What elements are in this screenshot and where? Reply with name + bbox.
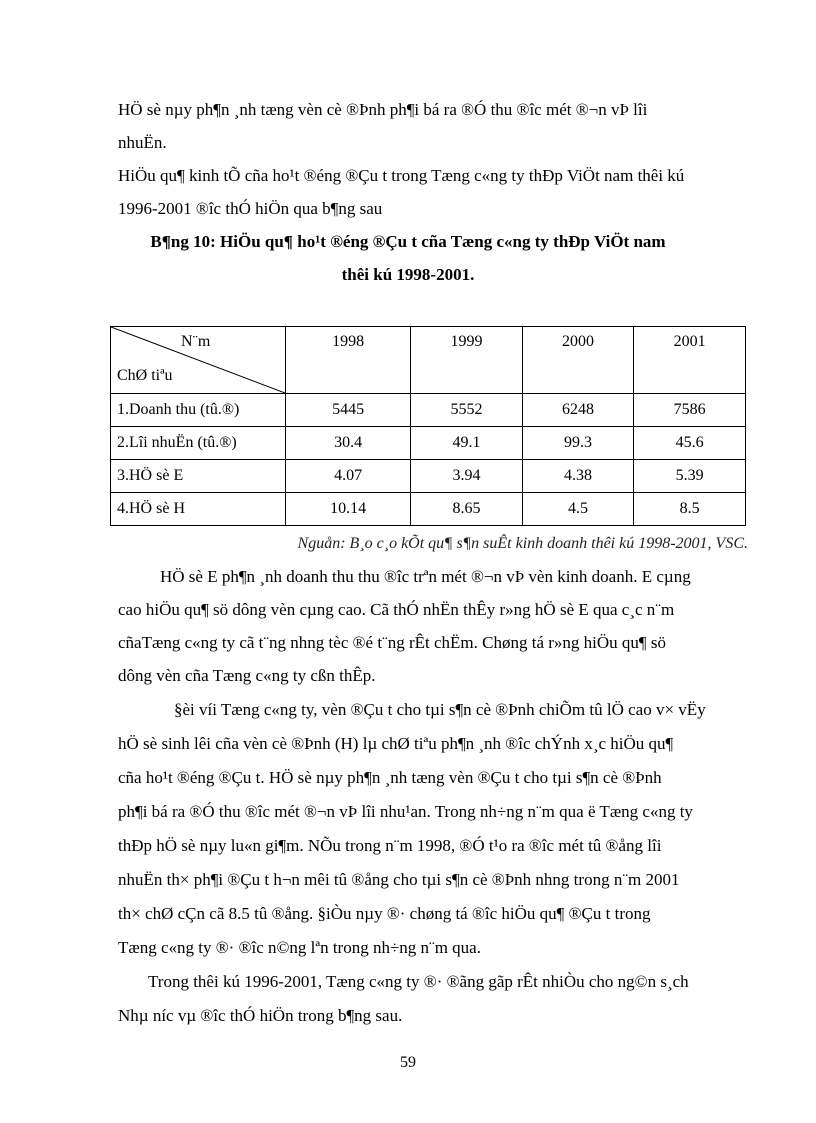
cell-value: 30.4 [286,427,411,460]
table-row [111,394,746,427]
row-label: 1.Doanh thu (tû.®) [111,394,286,427]
table-row [111,493,746,526]
cell-value: 8.65 [411,493,523,526]
cell-value: 8.5 [634,493,746,526]
page-number: 59 [400,1054,416,1071]
cell-value: 6248 [522,394,634,427]
year-1999: 1999 [411,327,523,394]
intro-line-4: 1996-2001 ®îc thÓ hiÖn qua b¶ng sau [118,199,383,218]
body-line-8: ph¶i bá ra ®Ó thu ®îc mét ®¬n vÞ lîi nhu¹an. Trong nh÷ng n¨m qua ë Tæng c«ng ty [118,802,693,821]
year-1998: 1998 [286,327,411,394]
body-line-2: cao hiÖu qu¶ sö dông vèn cµng cao. Cã thÓ nhËn thÊy r»ng hÖ sè E qua c¸c n¨m [118,600,675,619]
cell-value: 10.14 [286,493,411,526]
intro-line-1: HÖ sè nµy ph¶n ¸nh tæng vèn cè ®Þnh ph¶i bá ra ®Ó thu ®îc mét ®¬n vÞ lîi [118,100,648,119]
intro-line-3: HiÖu qu¶ kinh tÕ cña ho¹t ®éng ®Çu t trong Tæng c«ng ty thÐp ViÖt nam thêi kú [118,166,685,185]
table-row [111,427,746,460]
body-line-4: dông vèn cña Tæng c«ng ty cßn thÊp. [118,666,376,685]
body-line-13: Trong thêi kú 1996-2001, Tæng c«ng ty ®· ®ãng gãp rÊt nhiÒu cho ng©n s¸ch [148,972,689,991]
cell-value: 99.3 [522,427,634,460]
row-label: 2.Lîi nhuËn (tû.®) [111,427,286,460]
source-note: Nguån: B¸o c¸o kÕt qu¶ s¶n suÊt kinh doanh thêi kú 1998-2001, VSC. [297,535,748,552]
body-line-6: hÖ sè sinh lêi cña vèn cè ®Þnh (H) lµ chØ tiªu ph¶n ¸nh ®îc chÝnh x¸c hiÖu qu¶ [118,734,674,753]
table-header-row [111,327,746,394]
cell-value: 4.5 [522,493,634,526]
header-indicator-label: ChØ tiªu [117,367,173,384]
body-line-3: cñaTæng c«ng ty cã t¨ng nhng tèc ®é t¨ng rÊt chËm. Chøng tá r»ng hiÖu qu¶ sö [118,633,666,652]
row-label: 3.HÖ sè E [111,460,286,493]
cell-value: 45.6 [634,427,746,460]
table-title-line-2: thêi kú 1998-2001. [341,265,475,284]
cell-value: 5.39 [634,460,746,493]
year-2001: 2001 [634,327,746,394]
cell-value: 7586 [634,394,746,427]
cell-value: 5552 [411,394,523,427]
body-line-7: cña ho¹t ®éng ®Çu t. HÖ sè nµy ph¶n ¸nh tæng vèn ®Çu t cho tµi s¶n cè ®Þnh [118,768,662,787]
header-year-label: N¨m [181,333,211,350]
body-line-9: thÐp hÖ sè nµy lu«n gi¶m. NÕu trong n¨m 1998, ®Ó t¹o ra ®îc mét tû ®ång lîi [118,836,662,855]
year-2000: 2000 [522,327,634,394]
table-row [111,460,746,493]
body-line-12: Tæng c«ng ty ®· ®îc n©ng lªn trong nh÷ng n¨m qua. [118,938,481,957]
header-diagonal-cell [111,327,286,394]
body-line-5: §èi víi Tæng c«ng ty, vèn ®Çu t cho tµi s¶n cè ®Þnh chiÕm tû lÖ cao v× vËy [174,700,706,719]
cell-value: 5445 [286,394,411,427]
table-title-line-1: B¶ng 10: HiÖu qu¶ ho¹t ®éng ®Çu t cña Tæng c«ng ty thÐp ViÖt nam [150,232,666,251]
cell-value: 3.94 [411,460,523,493]
row-label: 4.HÖ sè H [111,493,286,526]
cell-value: 4.38 [522,460,634,493]
body-line-1: HÖ sè E ph¶n ¸nh doanh thu thu ®îc trªn mét ®¬n vÞ vèn kinh doanh. E cµng [160,567,691,586]
intro-line-2: nhuËn. [118,133,167,152]
body-line-14: Nhµ níc vµ ®îc thÓ hiÖn trong b¶ng sau. [118,1006,403,1025]
cell-value: 4.07 [286,460,411,493]
efficiency-table [110,326,746,526]
body-line-10: nhuËn th× ph¶i ®Çu t h¬n mêi tû ®ång cho tµi s¶n cè ®Þnh nhng trong n¨m 2001 [118,870,680,889]
body-line-11: th× chØ cÇn cã 8.5 tû ®ång. §iÒu nµy ®· chøng tá ®îc hiÖu qu¶ ®Çu t trong [118,904,651,923]
cell-value: 49.1 [411,427,523,460]
